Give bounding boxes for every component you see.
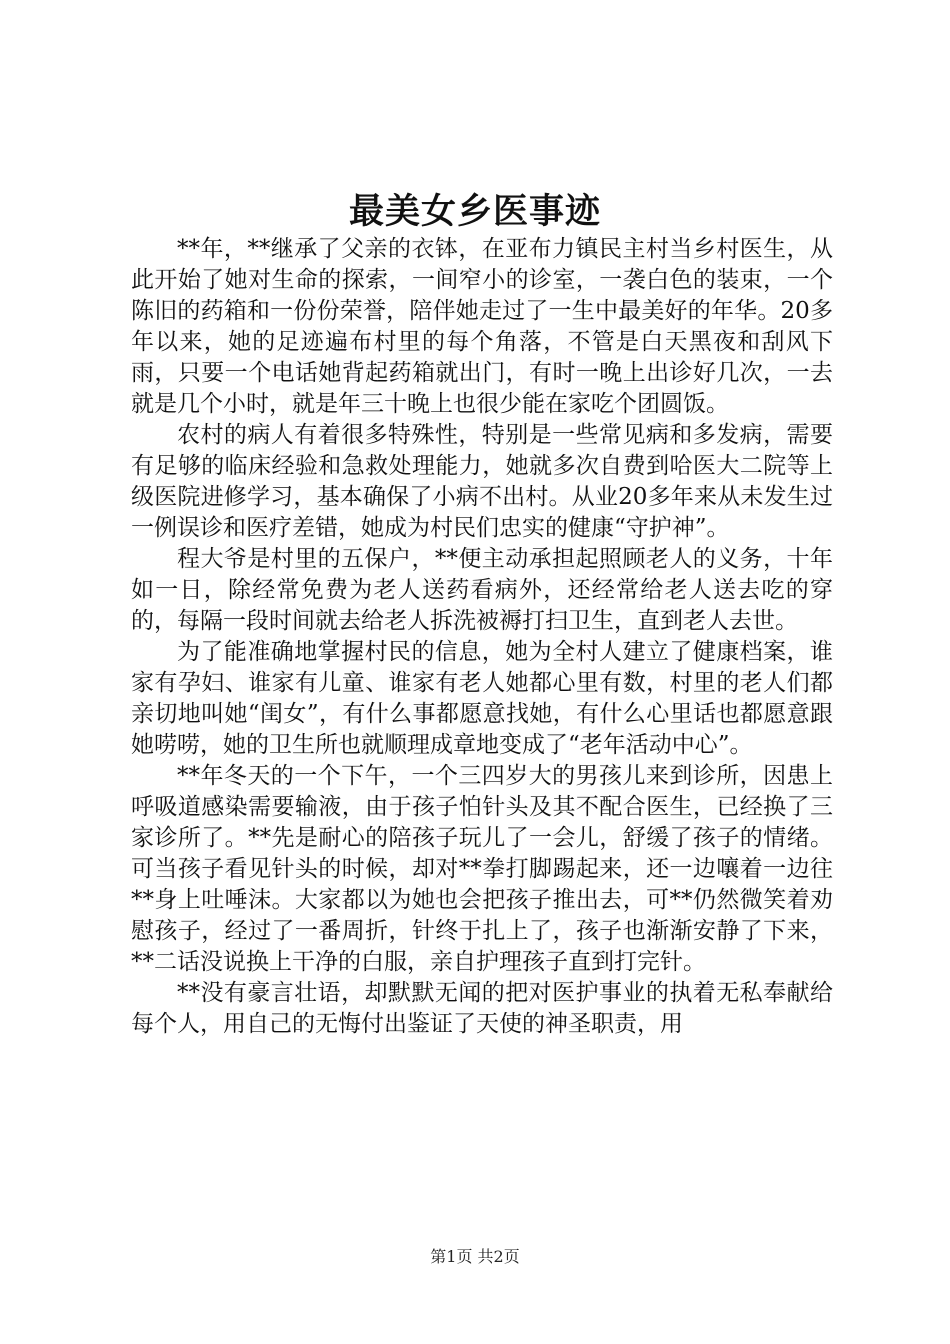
paragraph: **年冬天的一个下午，一个三四岁大的男孩儿来到诊所，因患上呼吸道感染需要输液，由于孩子怕针头及其不配合医生，已经换了三家诊所了。**先是耐心的陪孩子玩儿了一会儿，舒缓了孩子的情绪。可当孩子看见针头的时候，却对**拳打脚踢起来，还一边嚷着一边往**身上吐唾沫。大家都以为她也会把孩子推出去，可**仍然微笑着劝慰孩子，经过了一番周折，针终于扎上了，孩子也渐渐安静了下来，**二话没说换上干净的白服，亲自护理孩子直到打完针。	[131, 763, 833, 975]
page-number-footer: 第1页 共2页	[430, 1247, 520, 1266]
paragraph: **没有豪言壮语，却默默无闻的把对医护事业的执着无私奉献给每个人，用自己的无悔付出鉴证了天使的神圣职责，用	[131, 980, 833, 1037]
document-title: 最美女乡医事迹	[348, 191, 601, 232]
document-body	[131, 234, 833, 1040]
paragraph: **年，**继承了父亲的衣钵，在亚布力镇民主村当乡村医生，从此开始了她对生命的探索，一间窄小的诊室，一袭白色的装束，一个陈旧的药箱和一份份荣誉，陪伴她走过了一生中最美好的年华。20多年以来，她的足迹遍布村里的每个角落，不管是白天黑夜和刮风下雨，只要一个电话她背起药箱就出门，有时一晚上出诊好几次，一去就是几个小时，就是年三十晚上也很少能在家吃个团圆饭。	[131, 236, 833, 417]
paragraph: 程大爷是村里的五保户，**便主动承担起照顾老人的义务，十年如一日，除经常免费为老人送药看病外，还经常给老人送去吃的穿的，每隔一段时间就去给老人拆洗被褥打扫卫生，直到老人去世。	[131, 546, 833, 634]
paragraph: 农村的病人有着很多特殊性，特别是一些常见病和多发病，需要有足够的临床经验和急救处理能力，她就多次自费到哈医大二院等上级医院进修学习，基本确保了小病不出村。从业20多年来从未发生过一例误诊和医疗差错，她成为村民们忠实的健康“守护神”。	[131, 422, 833, 541]
paragraph: 为了能准确地掌握村民的信息，她为全村人建立了健康档案，谁家有孕妇、谁家有儿童、谁家有老人她都心里有数，村里的老人们都亲切地叫她“闺女”，有什么事都愿意找她，有什么心里话也都愿意跟她唠唠，她的卫生所也就顺理成章地变成了“老年活动中心”。	[131, 639, 833, 758]
